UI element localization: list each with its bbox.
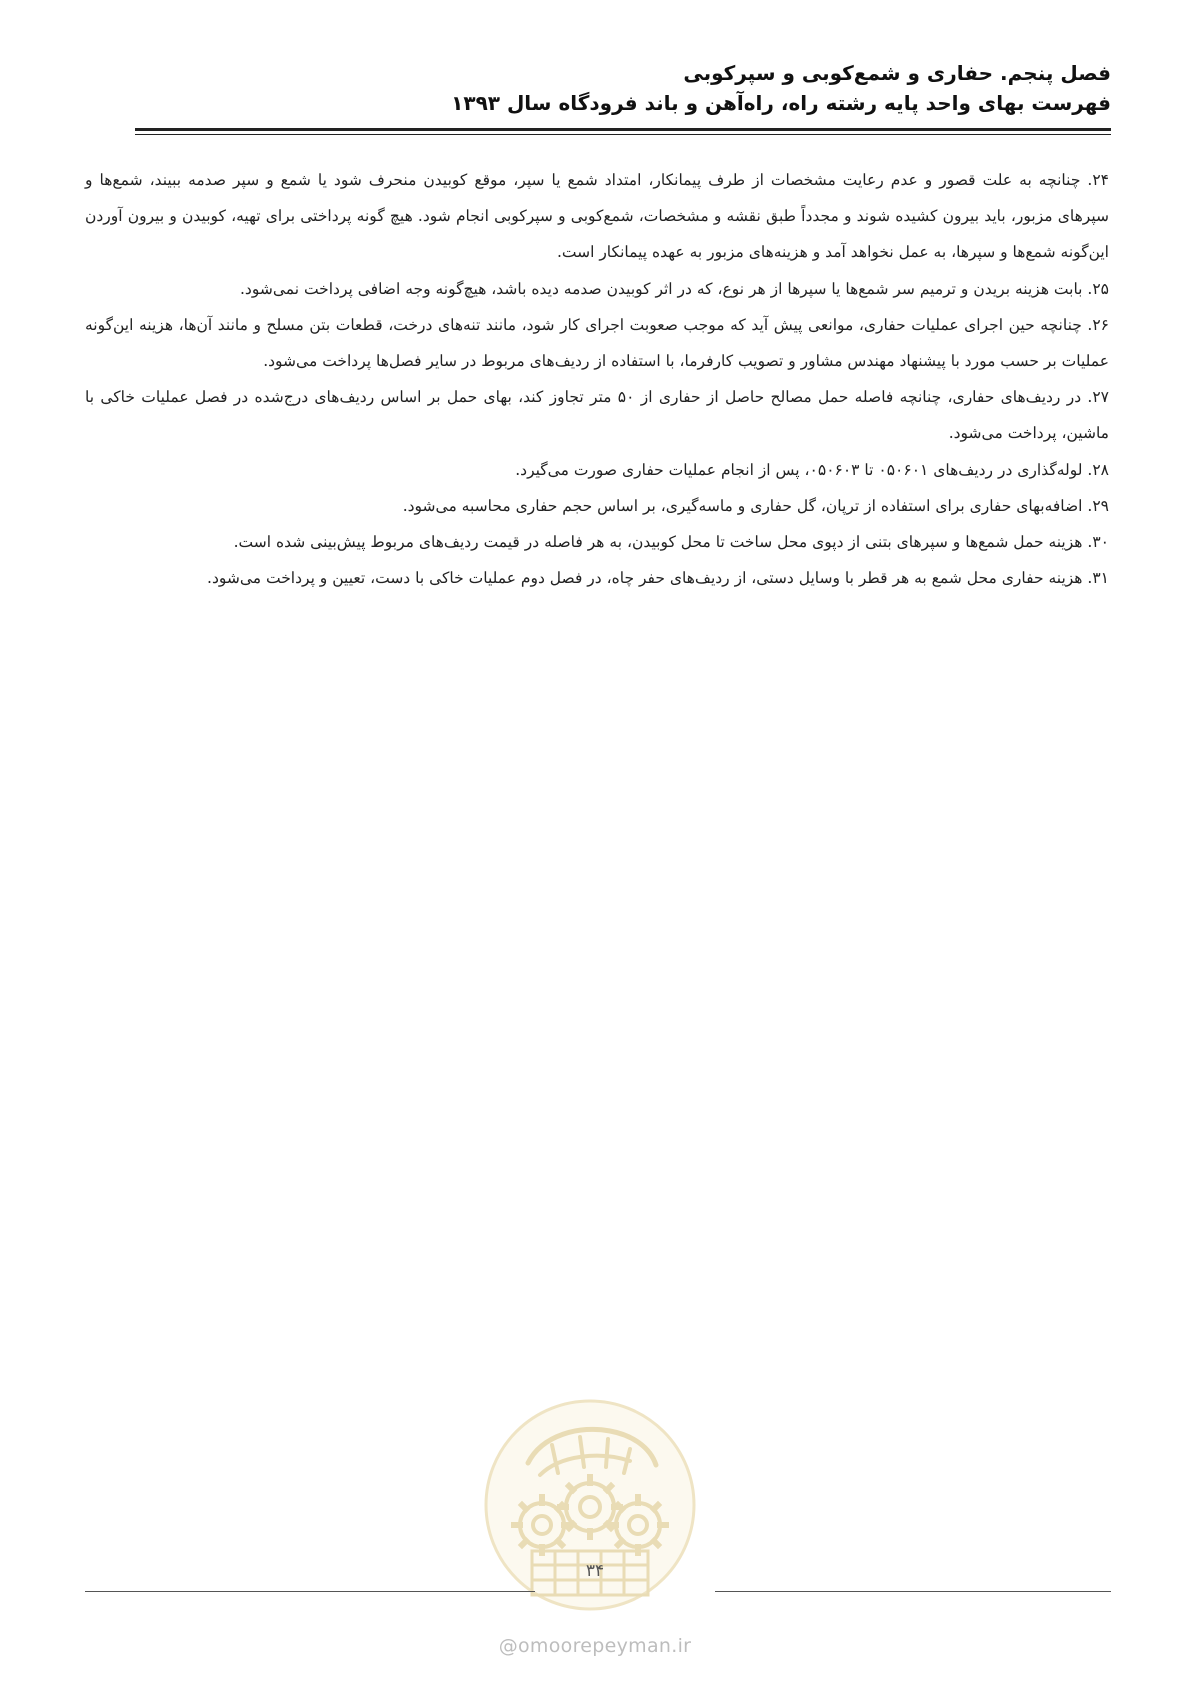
paragraph-30: ۳۰. هزینه حمل شمع‌ها و سپرهای بتنی از دپوی محل ساخت تا محل کوبیدن، به هر فاصله در قیمت ردیف‌های مربوط پیش‌بینی شده است. <box>233 533 1109 552</box>
paragraph-24: ۲۴. چنانچه به علت قصور و عدم رعایت مشخصات از طرف پیمانکار، امتداد شمع یا سپر، موقع کوبیدن منحرف شود یا شمع و سپر صدمه ببیند، شمع‌ها و سپرهای مزبور، باید بیرون کشیده شوند و مجدداً طبق نقشه و مشخصات، شمع‌کوبی و سپرکوبی انجام شود. هیچ گونه پرداختی برای تهیه، کوبیدن و بیرون آوردن این‌گونه شمع‌ها و سپرها، به عمل نخواهد آمد و هزینه‌های مزبور به عهده پیمانکار است. <box>85 171 1109 262</box>
paragraph-27: ۲۷. در ردیف‌های حفاری، چنانچه فاصله حمل مصالح حاصل از حفاری از ۵۰ متر تجاوز کند، بهای حمل بر اساس ردیف‌های درج‌شده در فصل عملیات خاکی با ماشین، پرداخت می‌شود. <box>85 388 1109 443</box>
paragraph-26: ۲۶. چنانچه حین اجرای عملیات حفاری، موانعی پیش آید که موجب صعوبت اجرای کار شود، مانند تنه‌های درخت، قطعات بتن مسلح و مانند آن‌ها، هزینه این‌گونه عملیات بر حسب مورد با پیشنهاد مهندس مشاور و تصویب کارفرما، با استفاده از ردیف‌های مربوط در سایر فصل‌ها پرداخت می‌شود. <box>85 315 1109 371</box>
header-rule-thin <box>135 134 1111 135</box>
footer-rule-left <box>85 1591 535 1592</box>
watermark-seal-logo <box>480 1395 700 1615</box>
chapter-title: فصل پنجم. حفاری و شمع‌کوبی و سپرکوبی <box>683 61 1111 85</box>
paragraph-29: ۲۹. اضافه‌بهای حفاری برای استفاده از ترپان، گل حفاری و ماسه‌گیری، بر اساس حجم حفاری محاسبه می‌شود. <box>402 496 1109 515</box>
page-number: ۳۴ <box>585 1561 605 1581</box>
footer-rule-right <box>715 1591 1111 1592</box>
page-header <box>130 58 1111 118</box>
document-body <box>85 162 1109 596</box>
website-watermark: @omoorepeyman.ir <box>498 1635 692 1657</box>
paragraph-31: ۳۱. هزینه حفاری محل شمع به هر قطر با وسایل دستی، از ردیف‌های حفر چاه، در فصل دوم عملیات خاکی با دست، تعیین و پرداخت می‌شود. <box>207 569 1109 588</box>
paragraph-28: ۲۸. لوله‌گذاری در ردیف‌های ۰۵۰۶۰۱ تا ۰۵۰۶۰۳، پس از انجام عملیات حفاری صورت می‌گیرد. <box>515 460 1109 479</box>
header-rule-thick <box>135 128 1111 131</box>
paragraph-25: ۲۵. بابت هزینه بریدن و ترمیم سر شمع‌ها یا سپرها از هر نوع، که در اثر کوبیدن صدمه دیده باشد، هیچ‌گونه وجه اضافی پرداخت نمی‌شود. <box>240 279 1109 298</box>
price-list-title: فهرست بهای واحد پایه رشته راه، راه‌آهن و باند فرودگاه سال ۱۳۹۳ <box>451 91 1111 115</box>
